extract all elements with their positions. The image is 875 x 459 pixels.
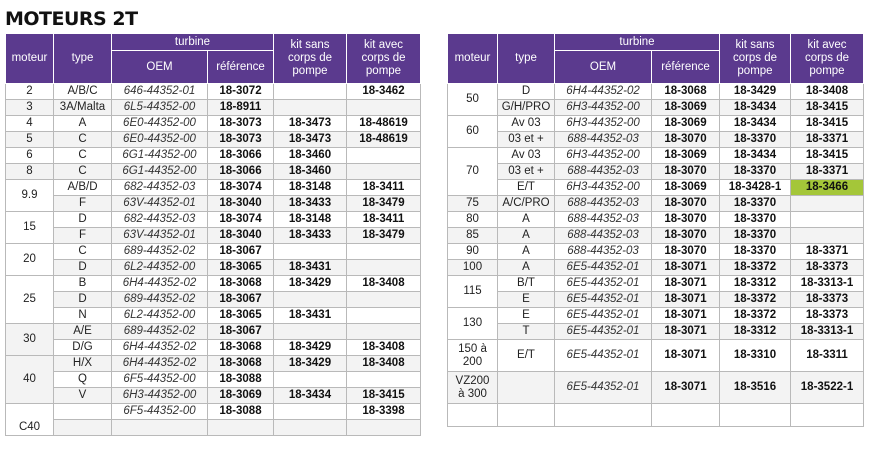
- cell-moteur: 115: [448, 276, 498, 308]
- cell-oem: 6H4-44352-02: [112, 356, 208, 372]
- cell-reference: 18-3071: [652, 372, 720, 404]
- cell-reference: 18-3067: [208, 292, 274, 308]
- cell-oem: 6F5-44352-00: [112, 404, 208, 420]
- cell-kit-avec: [347, 164, 421, 180]
- cell-moteur: 30: [6, 324, 54, 356]
- cell-oem: 6H4-44352-02: [112, 340, 208, 356]
- table-row: [6, 308, 421, 324]
- cell-kit-avec: 18-3398: [347, 404, 421, 420]
- cell-reference: 18-3071: [652, 340, 720, 372]
- table-row: [448, 196, 864, 212]
- cell-reference: 18-3073: [208, 116, 274, 132]
- cell-kit-avec: [347, 308, 421, 324]
- cell-reference: 18-3088: [208, 372, 274, 388]
- cell-oem: 6H3-44352-00: [555, 148, 652, 164]
- cell-type: D: [498, 84, 555, 100]
- cell-kit-avec: 18-3313-1: [791, 324, 864, 340]
- table-row-empty: [6, 420, 421, 436]
- cell-type: A: [498, 244, 555, 260]
- cell-oem: 6E5-44352-01: [555, 324, 652, 340]
- cell-type: N: [54, 308, 112, 324]
- table-row: [6, 388, 421, 404]
- cell-empty: [791, 404, 864, 427]
- cell-reference: 18-3068: [208, 356, 274, 372]
- cell-type: T: [498, 324, 555, 340]
- col-header-kit-avec: kit avec corps de pompe: [791, 34, 864, 84]
- cell-type: H/X: [54, 356, 112, 372]
- col-header-moteur: moteur: [6, 34, 54, 84]
- table-row: [448, 228, 864, 244]
- cell-kit-sans: 18-3434: [720, 100, 791, 116]
- cell-empty: [208, 420, 274, 436]
- cell-kit-avec: 18-3373: [791, 292, 864, 308]
- cell-kit-sans: 18-3370: [720, 196, 791, 212]
- cell-kit-sans: 18-3431: [274, 260, 347, 276]
- cell-kit-sans: 18-3370: [720, 212, 791, 228]
- cell-oem: 688-44352-03: [555, 196, 652, 212]
- cell-type: Q: [54, 372, 112, 388]
- cell-type: A/E: [54, 324, 112, 340]
- cell-oem: 63V-44352-01: [112, 228, 208, 244]
- cell-reference: 18-3071: [652, 308, 720, 324]
- table-row: [6, 260, 421, 276]
- cell-kit-avec: 18-3408: [791, 84, 864, 100]
- table-row: [6, 404, 421, 420]
- col-header-turbine: turbine: [112, 34, 274, 51]
- cell-empty: [112, 420, 208, 436]
- cell-reference: 18-3065: [208, 308, 274, 324]
- cell-type: [54, 404, 112, 420]
- cell-reference: 18-3074: [208, 212, 274, 228]
- cell-oem: 6E5-44352-01: [555, 276, 652, 292]
- cell-moteur: 8: [6, 164, 54, 180]
- cell-empty: [652, 404, 720, 427]
- cell-type: E: [498, 308, 555, 324]
- cell-reference: 18-3067: [208, 324, 274, 340]
- col-header-kit-sans: kit sans corps de pompe: [274, 34, 347, 84]
- page-title: MOTEURS 2T: [5, 8, 138, 30]
- cell-kit-sans: 18-3372: [720, 308, 791, 324]
- cell-type: D: [54, 260, 112, 276]
- table-row: [6, 100, 421, 116]
- cell-oem: 6H3-44352-00: [112, 388, 208, 404]
- cell-kit-avec: 18-3408: [347, 340, 421, 356]
- col-header-type: type: [54, 34, 112, 84]
- cell-kit-sans: 18-3428-1: [720, 180, 791, 196]
- cell-moteur: 60: [448, 116, 498, 148]
- cell-moteur: 20: [6, 244, 54, 276]
- cell-oem: 6E5-44352-01: [555, 292, 652, 308]
- cell-kit-sans: [274, 100, 347, 116]
- cell-type: C: [54, 164, 112, 180]
- cell-kit-sans: 18-3312: [720, 276, 791, 292]
- cell-oem: 6E5-44352-01: [555, 372, 652, 404]
- cell-oem: 6E0-44352-00: [112, 116, 208, 132]
- cell-reference: 18-3040: [208, 228, 274, 244]
- col-header-reference: référence: [208, 51, 274, 84]
- cell-kit-avec-highlighted: 18-3466: [791, 180, 864, 196]
- cell-kit-sans: 18-3434: [720, 116, 791, 132]
- cell-kit-avec: [347, 100, 421, 116]
- cell-reference: 18-3069: [652, 100, 720, 116]
- cell-type: E/T: [498, 180, 555, 196]
- cell-empty: [448, 404, 498, 427]
- cell-moteur: 9.9: [6, 180, 54, 212]
- cell-moteur: VZ200 à 300: [448, 372, 498, 404]
- cell-type: C: [54, 148, 112, 164]
- cell-kit-sans: 18-3473: [274, 132, 347, 148]
- cell-moteur: 40: [6, 356, 54, 404]
- cell-empty: [347, 420, 421, 436]
- cell-reference: 18-3070: [652, 244, 720, 260]
- cell-type: C: [54, 132, 112, 148]
- cell-reference: 18-3088: [208, 404, 274, 420]
- cell-type: 3A/Malta: [54, 100, 112, 116]
- cell-type: G/H/PRO: [498, 100, 555, 116]
- cell-oem: 6H3-44352-00: [555, 100, 652, 116]
- cell-moteur: 3: [6, 100, 54, 116]
- cell-moteur: 150 à 200: [448, 340, 498, 372]
- cell-type: [498, 372, 555, 404]
- table-row: [6, 340, 421, 356]
- cell-kit-sans: [274, 244, 347, 260]
- cell-oem: 646-44352-01: [112, 84, 208, 100]
- table-row: [6, 324, 421, 340]
- cell-reference: 18-3070: [652, 228, 720, 244]
- cell-kit-sans: 18-3434: [274, 388, 347, 404]
- cell-kit-avec: [347, 244, 421, 260]
- turbine-table-right: [447, 33, 864, 427]
- cell-moteur: 100: [448, 260, 498, 276]
- table-row: [448, 132, 864, 148]
- table-row: [448, 260, 864, 276]
- table-row: [448, 308, 864, 324]
- cell-moteur: 130: [448, 308, 498, 340]
- cell-moteur: 85: [448, 228, 498, 244]
- cell-empty: [555, 404, 652, 427]
- cell-moteur: 80: [448, 212, 498, 228]
- col-header-oem: OEM: [555, 51, 652, 84]
- cell-oem: 688-44352-03: [555, 164, 652, 180]
- cell-reference: 18-3066: [208, 148, 274, 164]
- col-header-type: type: [498, 34, 555, 84]
- cell-oem: 688-44352-03: [555, 132, 652, 148]
- cell-kit-sans: 18-3372: [720, 260, 791, 276]
- cell-moteur: 2: [6, 84, 54, 100]
- cell-kit-sans: 18-3148: [274, 180, 347, 196]
- table-row: [6, 84, 421, 100]
- cell-type: C: [54, 244, 112, 260]
- col-header-turbine: turbine: [555, 34, 720, 51]
- cell-oem: 6E5-44352-01: [555, 260, 652, 276]
- table-row: [6, 116, 421, 132]
- col-header-moteur: moteur: [448, 34, 498, 84]
- cell-oem: 688-44352-03: [555, 212, 652, 228]
- cell-kit-avec: 18-48619: [347, 116, 421, 132]
- cell-kit-sans: 18-3370: [720, 228, 791, 244]
- table-row: [6, 148, 421, 164]
- cell-oem: 688-44352-03: [555, 244, 652, 260]
- cell-kit-avec: [791, 212, 864, 228]
- table-row-empty: [448, 404, 864, 427]
- cell-kit-sans: 18-3429: [274, 340, 347, 356]
- cell-moteur: 90: [448, 244, 498, 260]
- cell-oem: 6E5-44352-01: [555, 340, 652, 372]
- cell-kit-avec: 18-3479: [347, 196, 421, 212]
- cell-kit-avec: 18-3311: [791, 340, 864, 372]
- table-row: [6, 132, 421, 148]
- cell-reference: 18-3072: [208, 84, 274, 100]
- cell-reference: 18-3069: [652, 148, 720, 164]
- cell-type: A/C/PRO: [498, 196, 555, 212]
- table-row: [448, 116, 864, 132]
- cell-kit-avec: 18-3415: [791, 116, 864, 132]
- cell-oem: 6L5-44352-00: [112, 100, 208, 116]
- cell-kit-avec: 18-3408: [347, 276, 421, 292]
- cell-kit-avec: [791, 228, 864, 244]
- cell-oem: 688-44352-03: [555, 228, 652, 244]
- cell-kit-avec: [347, 292, 421, 308]
- cell-moteur: 50: [448, 84, 498, 116]
- cell-moteur: 5: [6, 132, 54, 148]
- table-row: [448, 164, 864, 180]
- cell-reference: 18-3065: [208, 260, 274, 276]
- cell-kit-avec: 18-3408: [347, 356, 421, 372]
- table-row: [6, 228, 421, 244]
- cell-oem: 689-44352-02: [112, 244, 208, 260]
- cell-kit-sans: 18-3310: [720, 340, 791, 372]
- cell-kit-sans: 18-3312: [720, 324, 791, 340]
- cell-kit-avec: 18-3373: [791, 308, 864, 324]
- cell-reference: 18-3066: [208, 164, 274, 180]
- cell-reference: 18-3068: [652, 84, 720, 100]
- cell-oem: 6H3-44352-00: [555, 180, 652, 196]
- table-row: [6, 164, 421, 180]
- cell-kit-avec: [347, 324, 421, 340]
- table-row: [6, 244, 421, 260]
- cell-oem: 682-44352-03: [112, 180, 208, 196]
- cell-kit-sans: [274, 404, 347, 420]
- table-row: [6, 292, 421, 308]
- cell-kit-sans: [274, 372, 347, 388]
- cell-kit-avec: 18-3522-1: [791, 372, 864, 404]
- cell-type: A/B/C: [54, 84, 112, 100]
- cell-kit-avec: 18-3415: [791, 100, 864, 116]
- cell-type: Av 03: [498, 116, 555, 132]
- cell-moteur: 70: [448, 148, 498, 196]
- cell-kit-avec: [791, 196, 864, 212]
- table-row: [448, 100, 864, 116]
- cell-reference: 18-3069: [652, 180, 720, 196]
- table-row: [448, 180, 864, 196]
- cell-oem: 6H4-44352-02: [555, 84, 652, 100]
- table-row: [448, 340, 864, 372]
- cell-kit-sans: [274, 292, 347, 308]
- cell-kit-avec: [347, 372, 421, 388]
- cell-type: V: [54, 388, 112, 404]
- cell-kit-sans: 18-3370: [720, 244, 791, 260]
- cell-empty: [54, 420, 112, 436]
- cell-oem: 6E5-44352-01: [555, 308, 652, 324]
- cell-kit-avec: 18-3411: [347, 212, 421, 228]
- cell-reference: 18-8911: [208, 100, 274, 116]
- cell-empty: [720, 404, 791, 427]
- cell-kit-sans: 18-3516: [720, 372, 791, 404]
- cell-oem: 689-44352-02: [112, 324, 208, 340]
- cell-type: A: [54, 116, 112, 132]
- table-row: [6, 372, 421, 388]
- cell-kit-sans: 18-3431: [274, 308, 347, 324]
- table-row: [448, 324, 864, 340]
- turbine-table-left: [5, 33, 421, 436]
- cell-kit-sans: 18-3429: [720, 84, 791, 100]
- cell-type: Av 03: [498, 148, 555, 164]
- table-row: [448, 212, 864, 228]
- cell-type: F: [54, 228, 112, 244]
- cell-reference: 18-3070: [652, 132, 720, 148]
- cell-oem: 6H4-44352-02: [112, 276, 208, 292]
- table-row: [448, 148, 864, 164]
- cell-kit-sans: 18-3473: [274, 116, 347, 132]
- table-row: [448, 276, 864, 292]
- cell-reference: 18-3069: [208, 388, 274, 404]
- cell-type: 03 et +: [498, 132, 555, 148]
- cell-kit-sans: 18-3429: [274, 276, 347, 292]
- cell-reference: 18-3071: [652, 292, 720, 308]
- cell-oem: 6G1-44352-00: [112, 164, 208, 180]
- cell-reference: 18-3071: [652, 260, 720, 276]
- col-header-oem: OEM: [112, 51, 208, 84]
- cell-kit-sans: 18-3429: [274, 356, 347, 372]
- cell-kit-avec: 18-3479: [347, 228, 421, 244]
- col-header-reference: référence: [652, 51, 720, 84]
- cell-empty: [498, 404, 555, 427]
- cell-type: A: [498, 228, 555, 244]
- cell-type: A/B/D: [54, 180, 112, 196]
- cell-type: A: [498, 212, 555, 228]
- table-row: [448, 372, 864, 404]
- table-row: [6, 196, 421, 212]
- cell-reference: 18-3074: [208, 180, 274, 196]
- cell-kit-sans: [274, 84, 347, 100]
- cell-kit-avec: 18-3371: [791, 132, 864, 148]
- cell-kit-sans: 18-3372: [720, 292, 791, 308]
- cell-type: E/T: [498, 340, 555, 372]
- cell-oem: 6L2-44352-00: [112, 308, 208, 324]
- cell-kit-sans: 18-3460: [274, 164, 347, 180]
- cell-type: 03 et +: [498, 164, 555, 180]
- cell-reference: 18-3071: [652, 276, 720, 292]
- cell-reference: 18-3040: [208, 196, 274, 212]
- cell-type: B: [54, 276, 112, 292]
- cell-type: D: [54, 292, 112, 308]
- cell-kit-avec: 18-3371: [791, 244, 864, 260]
- table-row: [6, 212, 421, 228]
- cell-type: B/T: [498, 276, 555, 292]
- cell-reference: 18-3070: [652, 196, 720, 212]
- cell-kit-avec: 18-3371: [791, 164, 864, 180]
- cell-kit-avec: [347, 260, 421, 276]
- cell-kit-sans: 18-3434: [720, 148, 791, 164]
- cell-kit-avec: 18-3462: [347, 84, 421, 100]
- col-header-kit-sans: kit sans corps de pompe: [720, 34, 791, 84]
- table-row: [6, 356, 421, 372]
- table-row: [448, 244, 864, 260]
- cell-reference: 18-3069: [652, 116, 720, 132]
- cell-kit-avec: 18-3415: [347, 388, 421, 404]
- cell-moteur: C40: [6, 404, 54, 436]
- cell-kit-sans: 18-3433: [274, 196, 347, 212]
- cell-reference: 18-3068: [208, 276, 274, 292]
- col-header-kit-avec: kit avec corps de pompe: [347, 34, 421, 84]
- cell-reference: 18-3073: [208, 132, 274, 148]
- cell-kit-avec: [347, 148, 421, 164]
- cell-type: F: [54, 196, 112, 212]
- cell-kit-avec: 18-48619: [347, 132, 421, 148]
- cell-kit-sans: 18-3148: [274, 212, 347, 228]
- cell-type: D/G: [54, 340, 112, 356]
- cell-type: A: [498, 260, 555, 276]
- cell-oem: 689-44352-02: [112, 292, 208, 308]
- cell-oem: 63V-44352-01: [112, 196, 208, 212]
- cell-kit-sans: 18-3460: [274, 148, 347, 164]
- cell-oem: 6H3-44352-00: [555, 116, 652, 132]
- cell-oem: 6E0-44352-00: [112, 132, 208, 148]
- cell-oem: 6F5-44352-00: [112, 372, 208, 388]
- cell-reference: 18-3070: [652, 164, 720, 180]
- cell-reference: 18-3071: [652, 324, 720, 340]
- cell-moteur: 4: [6, 116, 54, 132]
- cell-oem: 682-44352-03: [112, 212, 208, 228]
- table-row: [448, 292, 864, 308]
- cell-moteur: 25: [6, 276, 54, 324]
- table-row: [6, 180, 421, 196]
- cell-kit-sans: 18-3370: [720, 164, 791, 180]
- cell-kit-sans: 18-3433: [274, 228, 347, 244]
- cell-moteur: 6: [6, 148, 54, 164]
- cell-moteur: 15: [6, 212, 54, 244]
- cell-oem: 6G1-44352-00: [112, 148, 208, 164]
- table-row: [6, 276, 421, 292]
- cell-moteur: 75: [448, 196, 498, 212]
- cell-reference: 18-3070: [652, 212, 720, 228]
- cell-type: D: [54, 212, 112, 228]
- cell-empty: [274, 420, 347, 436]
- table-row: [448, 84, 864, 100]
- cell-kit-avec: 18-3373: [791, 260, 864, 276]
- cell-kit-avec: 18-3313-1: [791, 276, 864, 292]
- cell-oem: 6L2-44352-00: [112, 260, 208, 276]
- cell-kit-sans: 18-3370: [720, 132, 791, 148]
- cell-reference: 18-3067: [208, 244, 274, 260]
- cell-kit-avec: 18-3411: [347, 180, 421, 196]
- cell-reference: 18-3068: [208, 340, 274, 356]
- cell-type: E: [498, 292, 555, 308]
- cell-kit-avec: 18-3415: [791, 148, 864, 164]
- cell-kit-sans: [274, 324, 347, 340]
